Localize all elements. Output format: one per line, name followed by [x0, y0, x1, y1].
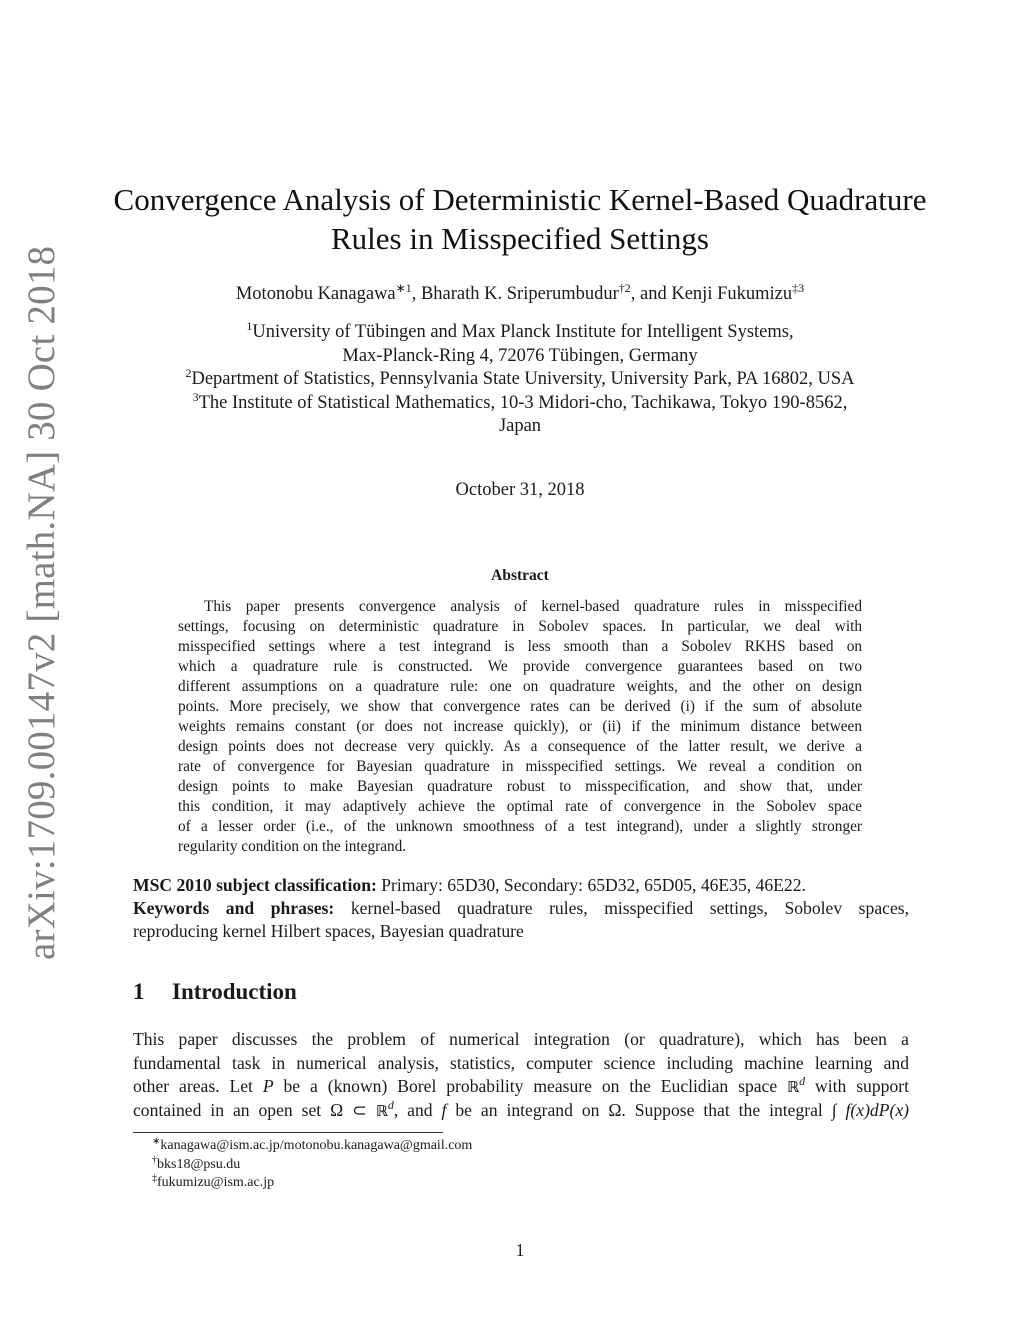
footnote	[152, 1174, 752, 1193]
intro-line	[133, 1075, 909, 1099]
abstract-line: design points to make Bayesian quadrature robust to misspecification, and show that, under	[178, 778, 862, 795]
affiliations	[110, 321, 930, 439]
intro-text: other areas. Let	[133, 1076, 263, 1097]
math-integral: ∫ f(x)dP(x)	[831, 1099, 910, 1120]
footnote-text: bks18@psu.du	[157, 1156, 241, 1172]
math-var: d	[387, 1097, 394, 1112]
footnote	[152, 1156, 752, 1175]
abstract-body	[178, 597, 862, 857]
affiliation-line	[110, 345, 930, 369]
math-var: P	[262, 1076, 274, 1097]
author-name: Motonobu Kanagawa	[235, 284, 396, 304]
affiliation-mark: 1	[246, 319, 253, 333]
abstract-line: points. More precisely, we show that convergence rates can be derived (i) if the sum of absolute	[178, 698, 862, 715]
footnote-text: fukumizu@ism.ac.jp	[157, 1175, 275, 1190]
intro-line: This paper discusses the problem of numerical integration (or quadrature), which has been a	[133, 1029, 909, 1049]
title-line-1: Convergence Analysis of Deterministic Kernel-Based Quadrature	[113, 182, 927, 217]
abstract-line: regularity condition on the integrand.	[178, 838, 407, 855]
abstract-line: of a lesser order (i.e., of the unknown smoothness of a test integrand), under a slightly stronger	[178, 818, 862, 835]
page-number: 1	[515, 1240, 525, 1260]
abstract-line: settings, focusing on deterministic quadrature in Sobolev spaces. In particular, we deal with	[178, 618, 862, 635]
abstract-line: this condition, it may adaptively achieve the optimal rate of convergence in the Sobolev space	[178, 798, 862, 815]
author-mark: †2	[618, 281, 631, 295]
intro-text: be a (known) Borel probability measure on the Euclidian space	[273, 1076, 788, 1097]
footnote-mark: †	[152, 1154, 157, 1166]
author-list	[110, 281, 930, 307]
intro-text: with support	[805, 1076, 909, 1097]
keywords-line: reproducing kernel Hilbert spaces, Bayesian quadrature	[133, 921, 524, 941]
intro-line: fundamental task in numerical analysis, statistics, computer science including machine learning and	[133, 1052, 909, 1073]
affiliation-text: The Institute of Statistical Mathematics, 10-3 Midori-cho, Tachikawa, Tokyo 190-8562,	[198, 392, 848, 413]
keywords-value: kernel-based quadrature rules, misspecified settings, Sobolev spaces,	[334, 898, 909, 918]
math-var: d	[799, 1074, 806, 1089]
intro-text: , and	[393, 1099, 442, 1120]
msc-value: Primary: 65D30, Secondary: 65D32, 65D05, 46E35, 46E22.	[376, 875, 806, 895]
abstract-line: misspecified settings where a test integrand is less smooth than a Sobolev RKHS based on	[178, 638, 862, 655]
affiliation-text: University of Tübingen and Max Planck Institute for Intelligent Systems,	[252, 322, 794, 342]
abstract-line: rate of convergence for Bayesian quadrature in misspecified settings. We reveal a condition on	[178, 758, 862, 775]
author-name: Kenji Fukumizu	[671, 284, 793, 304]
title-line-2: Rules in Misspecified Settings	[330, 221, 709, 256]
abstract-line: design points does not decrease very quickly. As a consequence of the latter result, we derive a	[178, 738, 862, 755]
intro-line	[133, 1099, 909, 1123]
footnotes	[152, 1137, 752, 1193]
math-symbol: ℝ	[375, 1101, 388, 1120]
author-name: Bharath K. Sriperumbudur	[420, 284, 619, 304]
msc-line	[133, 874, 909, 897]
section-number: 1	[133, 979, 145, 1004]
author-mark: ∗1	[395, 281, 412, 295]
intro-text: contained in an open set Ω ⊂	[133, 1099, 376, 1120]
footnote-mark: ‡	[152, 1173, 157, 1184]
math-var: f	[441, 1099, 447, 1120]
msc-label: MSC 2010 subject classification:	[133, 875, 377, 895]
affiliation-line	[110, 368, 930, 392]
affiliation-mark: 3	[192, 389, 199, 404]
affiliation-text: Max-Planck-Ring 4, 72076 Tübingen, Germany	[342, 345, 698, 366]
abstract-line: weights remains constant (or does not increase quickly), or (ii) if the minimum distance between	[178, 718, 862, 735]
section-heading	[133, 978, 909, 1006]
paper-title	[110, 180, 930, 258]
introduction-body	[133, 1028, 909, 1122]
classification-block	[133, 874, 909, 943]
footnote-rule	[133, 1132, 443, 1133]
author-separator: , and	[630, 284, 672, 304]
affiliation-line	[110, 321, 930, 345]
paper-date: October 31, 2018	[455, 480, 585, 500]
keywords-label: Keywords and phrases:	[133, 898, 335, 918]
affiliation-line	[110, 389, 930, 416]
footnote-mark: ∗	[152, 1136, 161, 1147]
abstract-line: This paper presents convergence analysis of kernel-based quadrature rules in misspecified	[204, 598, 862, 615]
section-title: Introduction	[172, 979, 297, 1004]
arxiv-stamp: arXiv:1709.00147v2 [math.NA] 30 Oct 2018	[20, 245, 63, 960]
footnote-text: kanagawa@ism.ac.jp/motonobu.kanagawa@gmail.com	[160, 1138, 473, 1153]
math-symbol: ℝ	[787, 1078, 800, 1097]
intro-text: be an integrand on Ω. Suppose that the integral	[446, 1099, 832, 1120]
author-separator: ,	[411, 284, 421, 304]
abstract-line: different assumptions on a quadrature rule: one on quadrature weights, and the other on design	[178, 678, 862, 695]
author-mark: ‡3	[792, 281, 805, 295]
abstract-heading: Abstract	[491, 567, 549, 584]
affiliation-mark: 2	[185, 366, 192, 380]
affiliation-text: Department of Statistics, Pennsylvania State University, University Park, PA 16802, USA	[191, 369, 855, 389]
abstract-line: which a quadrature rule is constructed. We provide convergence guarantees based on two	[178, 658, 862, 675]
affiliation-text: Japan	[498, 416, 542, 436]
footnote	[152, 1137, 752, 1156]
keywords-line	[133, 897, 909, 920]
affiliation-line	[110, 415, 930, 439]
